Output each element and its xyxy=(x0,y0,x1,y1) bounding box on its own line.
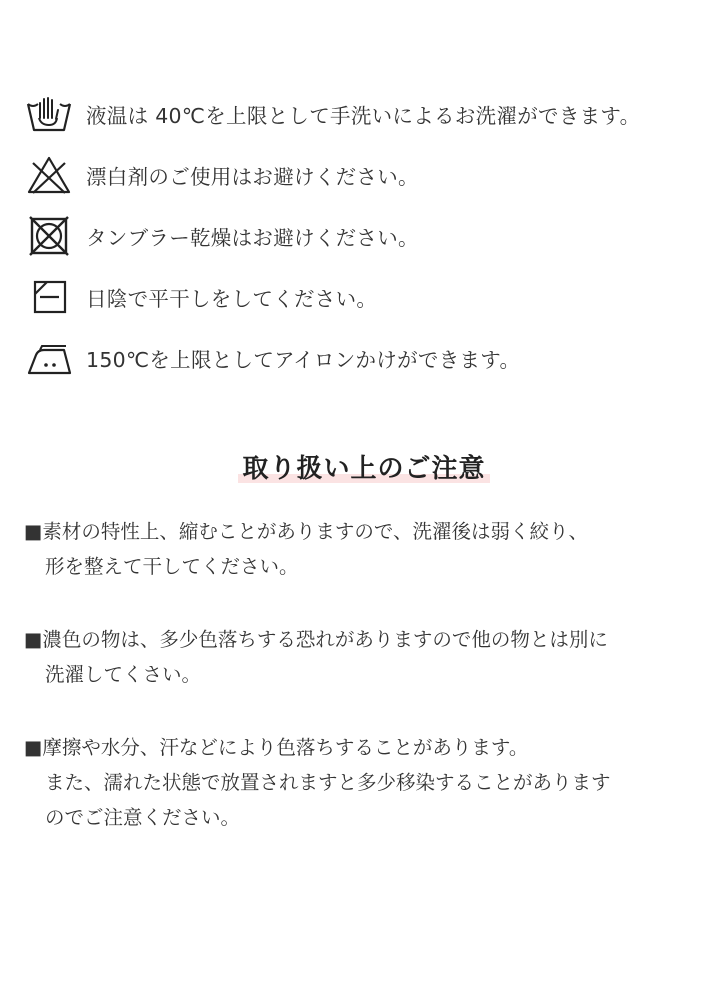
care-text-no-tumble-dry: タンブラー乾燥はお避けください。 xyxy=(86,226,419,250)
note-line: ■濃色の物は、多少色落ちする恐れがありますので他の物とは別に xyxy=(24,628,608,651)
note-line: 形を整えて干してください。 xyxy=(45,555,299,578)
care-text-iron: 150℃を上限としてアイロンかけができます。 xyxy=(86,348,521,372)
shade-dry-flat-icon xyxy=(24,275,74,319)
care-row-shade-dry-flat xyxy=(24,275,724,319)
note-shrinkage xyxy=(24,514,714,584)
note-line: のでご注意ください。 xyxy=(45,806,241,829)
section-title-text: 取り扱い上のご注意 xyxy=(242,454,486,484)
care-row-hand-wash xyxy=(24,92,724,136)
iron-medium-icon xyxy=(24,336,74,380)
care-symbol-list xyxy=(24,92,724,397)
section-title xyxy=(238,448,489,485)
section-title-wrap xyxy=(0,448,728,485)
note-line: ■素材の特性上、縮むことがありますので、洗濯後は弱く絞り、 xyxy=(24,520,589,543)
care-text-shade-dry-flat: 日陰で平干しをしてください。 xyxy=(86,287,378,311)
note-line: ■摩擦や水分、汗などにより色落ちすることがあります。 xyxy=(24,736,529,759)
note-line: 洗濯してくさい。 xyxy=(45,663,202,686)
no-bleach-icon xyxy=(24,153,74,197)
care-text-hand-wash: 液温は 40℃を上限として手洗いによるお洗濯ができます。 xyxy=(86,104,641,128)
hand-wash-icon xyxy=(24,92,74,136)
note-color-bleed xyxy=(24,622,714,692)
notes-list xyxy=(24,514,714,873)
note-line: また、濡れた状態で放置されますと多少移染することがあります xyxy=(45,771,611,794)
care-row-no-bleach xyxy=(24,153,724,197)
note-friction-fade xyxy=(24,730,714,835)
no-tumble-dry-icon xyxy=(24,214,74,258)
care-row-no-tumble-dry xyxy=(24,214,724,258)
care-row-iron xyxy=(24,336,724,380)
care-text-no-bleach: 漂白剤のご使用はお避けください。 xyxy=(86,165,419,189)
